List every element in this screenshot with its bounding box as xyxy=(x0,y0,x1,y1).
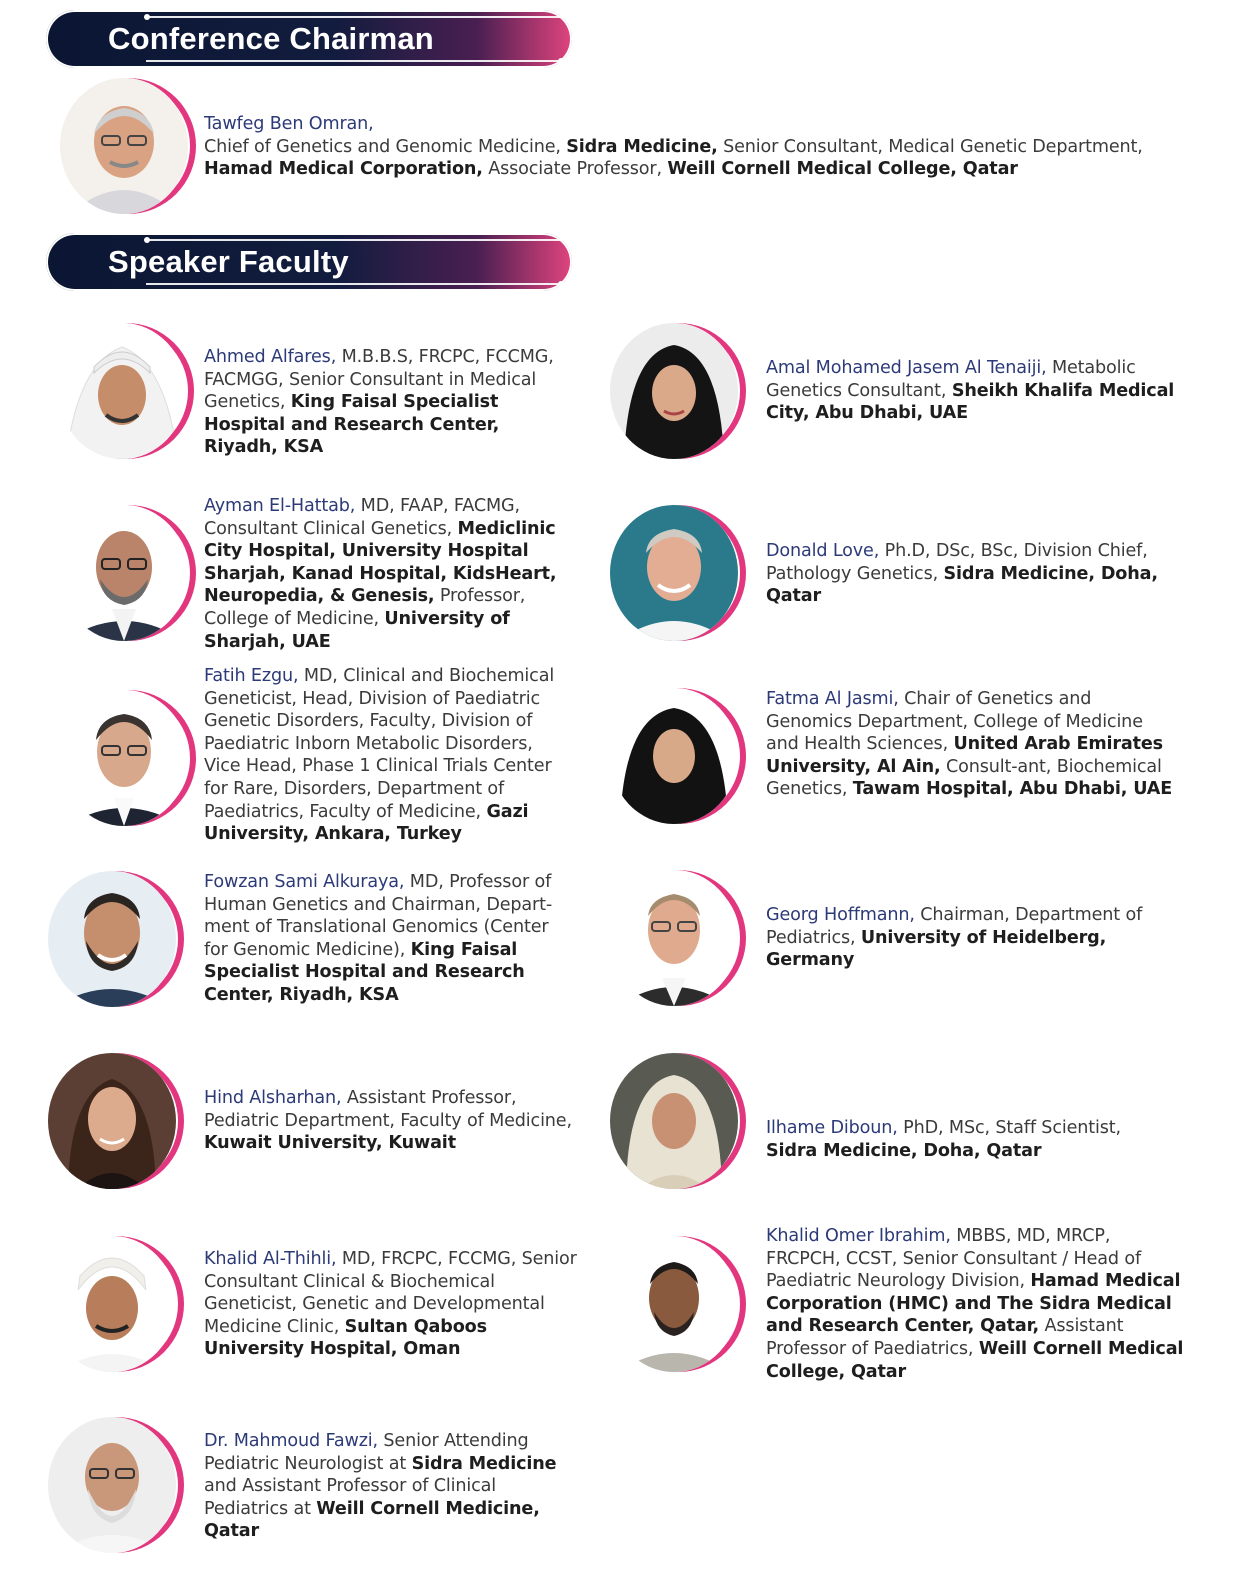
bio-text: Chief of Genetics and Genomic Medicine, xyxy=(204,136,567,157)
speaker-bio xyxy=(766,1117,1176,1162)
speaker-name: Dr. Mahmoud Fawzi, xyxy=(204,1431,378,1451)
portrait-photo xyxy=(48,1417,184,1553)
portrait-photo xyxy=(610,1053,746,1189)
bio-text: Senior Attending Pediatric Neurologist at xyxy=(204,1431,529,1474)
bio-affiliation: University of Sharjah, UAE xyxy=(204,608,510,652)
banner-line xyxy=(146,283,566,285)
portrait-photo xyxy=(610,505,746,641)
speaker-name: Donald Love, xyxy=(766,541,880,561)
bio-affiliation: Weill Cornell Medical College, Qatar xyxy=(667,159,1018,180)
bio-text: Professor, College of Medicine, xyxy=(204,586,526,629)
bio-text: Chairman, Department of Pediatrics, xyxy=(766,905,1143,948)
bio-text: Assistant Professor of Paediatrics, xyxy=(766,1316,1124,1359)
bio-affiliation: Kuwait University, Kuwait xyxy=(204,1133,456,1154)
bio-text: MD, Clinical and Biochemical Geneticist, Head, Division of Paediatric Genetic Disorders, Faculty, Division of Paediatric Inborn Metabolic Disorders, Vice Head, Phase 1 Clinical Trials Center for Rare, Disorders, Department of Paediatrics, Faculty of Medicine, xyxy=(204,666,555,822)
banner-dot xyxy=(558,281,564,287)
bio-affiliation: Sidra Medicine, xyxy=(566,136,718,157)
speaker-name: Fatma Al Jasmi, xyxy=(766,689,899,709)
speaker-bio xyxy=(204,871,574,1007)
bio-text: and Assistant Professor of Clinical Pediatrics at xyxy=(204,1476,497,1519)
speaker-bio xyxy=(204,665,574,846)
bio-affiliation: Tawam Hospital, Abu Dhabi, UAE xyxy=(852,779,1173,800)
speaker-bio xyxy=(766,540,1176,608)
speaker-name: Georg Hoffmann, xyxy=(766,905,915,925)
bio-text: Ph.D, DSc, BSc, Division Chief, Pathology Genetics, xyxy=(766,541,1148,584)
section-banner-chairman xyxy=(46,10,572,68)
banner-line xyxy=(146,60,566,62)
bio-text: Consult-ant, Biochemical Genetics, xyxy=(766,756,1162,800)
bio-affiliation: Sidra Medicine xyxy=(411,1453,557,1474)
bio-text: Associate Professor, xyxy=(482,159,668,180)
portrait-photo xyxy=(60,690,196,826)
bio-affiliation: King Faisal Specialist Hospital and Research Center, Riyadh, KSA xyxy=(204,392,500,458)
speaker-name: Ilhame Diboun, xyxy=(766,1118,898,1138)
portrait-photo xyxy=(58,323,194,459)
speaker-name: Khalid Al-Thihli, xyxy=(204,1249,337,1269)
bio-affiliation: Hamad Medical Corporation, xyxy=(204,159,483,180)
bio-text: MD, FAAP, FACMG, Consultant Clinical Genetics, xyxy=(204,496,520,539)
bio-text: Metabolic Genetics Consultant, xyxy=(766,358,1136,401)
speaker-bio xyxy=(204,495,569,653)
bio-text: Senior Consultant, Medical Genetic Department, xyxy=(717,136,1143,157)
bio-affiliation: Sheikh Khalifa Medical City, Abu Dhabi, UAE xyxy=(766,380,1175,424)
bio-affiliation: King Faisal Specialist Hospital and Research Center, Riyadh, KSA xyxy=(204,939,525,1005)
speaker-name: Ayman El-Hattab, xyxy=(204,496,356,516)
speaker-bio xyxy=(766,1225,1186,1383)
bio-text: PhD, MSc, Staff Scientist, xyxy=(897,1118,1121,1138)
banner-dot xyxy=(144,237,150,243)
speaker-bio xyxy=(766,904,1176,972)
bio-affiliation: United Arab Emirates University, Al Ain, xyxy=(766,734,1164,777)
bio-affiliation: Sidra Medicine, Doha, Qatar xyxy=(766,563,1158,607)
speaker-name: Fatih Ezgu, xyxy=(204,666,299,686)
bio-affiliation: Sultan Qaboos University Hospital, Oman xyxy=(204,1316,487,1360)
portrait-photo xyxy=(60,505,196,641)
bio-text: MD, Professor of Human Genetics and Chairman, Depart-ment of Translational Genomics (Center for Genomic Medicine), xyxy=(204,872,553,960)
bio-text: Chair of Genetics and Genomics Department, College of Medicine and Health Sciences, xyxy=(766,689,1143,755)
speaker-name: Ahmed Alfares, xyxy=(204,347,337,367)
speaker-name: Hind Alsharhan, xyxy=(204,1088,342,1108)
portrait-photo xyxy=(48,1053,184,1189)
bio-text: Assistant Professor, Pediatric Department, Faculty of Medicine, xyxy=(204,1088,572,1131)
bio-affiliation: Hamad Medical Corporation (HMC) and The Sidra Medical and Research Center, Qatar, xyxy=(766,1271,1181,1337)
bio-text: MD, FRCPC, FCCMG, Senior Consultant Clinical & Biochemical Geneticist, Genetic and Developmental Medicine Clinic, xyxy=(204,1249,577,1337)
speaker-bio xyxy=(204,1430,574,1543)
speaker-name: Fowzan Sami Alkuraya, xyxy=(204,872,405,892)
bio-affiliation: Mediclinic City Hospital, University Hospital Sharjah, Kanad Hospital, KidsHeart, Neuropedia, & Genesis, xyxy=(204,518,557,607)
speaker-bio xyxy=(204,346,574,459)
bio-text: M.B.B.S, FRCPC, FCCMG, FACMGG, Senior Consultant in Medical Genetics, xyxy=(204,347,554,413)
bio-affiliation: Gazi University, Ankara, Turkey xyxy=(204,801,529,845)
section-title: Speaker Faculty xyxy=(108,244,349,279)
bio-affiliation: University of Heidelberg, Germany xyxy=(766,927,1107,971)
portrait-photo xyxy=(610,688,746,824)
bio-affiliation: Weill Cornell Medical College, Qatar xyxy=(766,1338,1184,1382)
portrait-photo xyxy=(610,870,746,1006)
portrait-photo xyxy=(48,871,184,1007)
speaker-bio xyxy=(204,1087,574,1155)
chairman-bio xyxy=(204,113,1204,181)
bio-text: MBBS, MD, MRCP, FRCPCH, CCST, Senior Consultant / Head of Paediatric Neurology Division, xyxy=(766,1226,1142,1292)
speaker-bio xyxy=(766,357,1176,425)
speaker-name: Amal Mohamed Jasem Al Tenaiji, xyxy=(766,358,1047,378)
bio-affiliation: Sidra Medicine, Doha, Qatar xyxy=(766,1140,1042,1161)
portrait-photo xyxy=(60,78,196,214)
speaker-name: Khalid Omer Ibrahim, xyxy=(766,1226,951,1246)
banner-line xyxy=(146,239,564,241)
speaker-bio xyxy=(766,688,1176,801)
banner-dot xyxy=(558,58,564,64)
section-banner-faculty xyxy=(46,233,572,291)
banner-dot xyxy=(144,14,150,20)
banner-line xyxy=(146,16,564,18)
bio-affiliation: Weill Cornell Medicine, Qatar xyxy=(204,1498,540,1542)
portrait-photo xyxy=(610,1236,746,1372)
section-title: Conference Chairman xyxy=(108,21,434,56)
speaker-bio xyxy=(204,1248,579,1361)
portrait-photo xyxy=(48,1236,184,1372)
portrait-photo xyxy=(610,323,746,459)
speaker-name: Tawfeg Ben Omran, xyxy=(204,114,374,134)
